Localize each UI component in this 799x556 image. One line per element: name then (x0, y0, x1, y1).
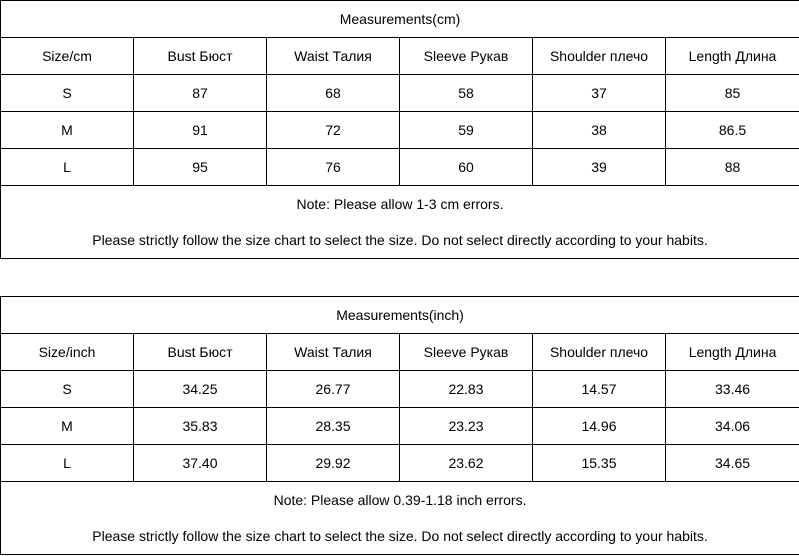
waist-cell: 29.92 (267, 445, 400, 482)
table-title: Measurements(inch) (1, 297, 799, 334)
table-title-row (1, 1, 799, 38)
table-title: Measurements(cm) (1, 1, 799, 38)
column-header-size: Size/inch (1, 334, 134, 371)
table-row (1, 75, 799, 112)
error-tolerance-note: Note: Please allow 1-3 cm errors. (296, 196, 504, 212)
waist-cell: 76 (267, 149, 400, 186)
column-header-bust: Bust Бюст (134, 334, 267, 371)
column-header-bust: Bust Бюст (134, 38, 267, 75)
table-note-row (1, 482, 799, 555)
column-header-waist: Waist Талия (267, 38, 400, 75)
length-cell: 33.46 (666, 371, 799, 408)
size-cell: L (1, 149, 134, 186)
column-header-shoulder: Shoulder плечо (533, 38, 666, 75)
sleeve-cell: 23.23 (400, 408, 533, 445)
shoulder-cell: 14.57 (533, 371, 666, 408)
shoulder-cell: 39 (533, 149, 666, 186)
table-note-cell (1, 186, 799, 259)
column-header-sleeve: Sleeve Рукав (400, 334, 533, 371)
size-cell: S (1, 75, 134, 112)
length-cell: 86.5 (666, 112, 799, 149)
bust-cell: 35.83 (134, 408, 267, 445)
column-header-shoulder: Shoulder плечо (533, 334, 666, 371)
bust-cell: 91 (134, 112, 267, 149)
bust-cell: 87 (134, 75, 267, 112)
waist-cell: 28.35 (267, 408, 400, 445)
shoulder-cell: 15.35 (533, 445, 666, 482)
column-header-waist: Waist Талия (267, 334, 400, 371)
size-table-inch (0, 296, 799, 555)
table-title-row (1, 297, 799, 334)
column-header-size: Size/cm (1, 38, 134, 75)
size-selection-note: Please strictly follow the size chart to select the size. Do not select directly according to your habits. (92, 232, 708, 248)
size-cell: M (1, 408, 134, 445)
table-header-row (1, 334, 799, 371)
length-cell: 88 (666, 149, 799, 186)
size-cell: M (1, 112, 134, 149)
size-cell: S (1, 371, 134, 408)
table-row (1, 408, 799, 445)
table-note-row (1, 186, 799, 259)
column-header-length: Length Длина (666, 334, 799, 371)
waist-cell: 72 (267, 112, 400, 149)
length-cell: 34.65 (666, 445, 799, 482)
length-cell: 34.06 (666, 408, 799, 445)
shoulder-cell: 37 (533, 75, 666, 112)
sleeve-cell: 58 (400, 75, 533, 112)
sleeve-cell: 60 (400, 149, 533, 186)
table-row (1, 445, 799, 482)
sleeve-cell: 23.62 (400, 445, 533, 482)
length-cell: 85 (666, 75, 799, 112)
table-row (1, 112, 799, 149)
sleeve-cell: 22.83 (400, 371, 533, 408)
column-header-sleeve: Sleeve Рукав (400, 38, 533, 75)
table-note-cell (1, 482, 799, 555)
table-row (1, 371, 799, 408)
sleeve-cell: 59 (400, 112, 533, 149)
size-cell: L (1, 445, 134, 482)
shoulder-cell: 38 (533, 112, 666, 149)
bust-cell: 37.40 (134, 445, 267, 482)
table-row (1, 149, 799, 186)
size-selection-note: Please strictly follow the size chart to select the size. Do not select directly according to your habits. (92, 528, 708, 544)
shoulder-cell: 14.96 (533, 408, 666, 445)
size-table-cm (0, 0, 799, 259)
table-header-row (1, 38, 799, 75)
error-tolerance-note: Note: Please allow 0.39-1.18 inch errors. (273, 492, 527, 508)
bust-cell: 34.25 (134, 371, 267, 408)
column-header-length: Length Длина (666, 38, 799, 75)
waist-cell: 26.77 (267, 371, 400, 408)
waist-cell: 68 (267, 75, 400, 112)
bust-cell: 95 (134, 149, 267, 186)
